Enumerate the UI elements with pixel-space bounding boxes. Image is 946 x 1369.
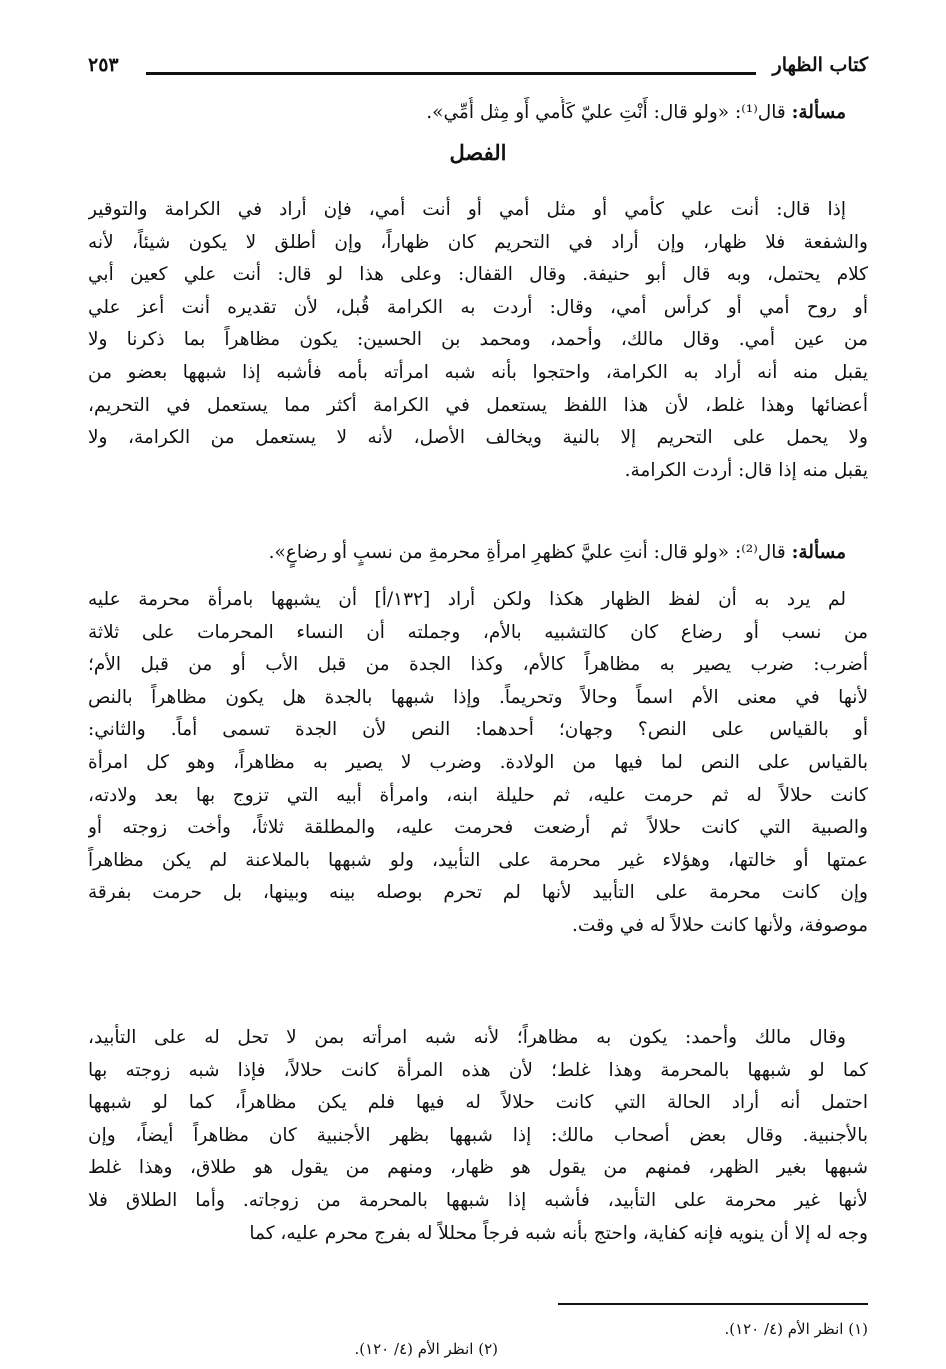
masala-1 [88,97,868,130]
text-line: لأنها في معنى الأم اسماً وحالاً وتحريماً. وإذا شبهها بالجدة هل يكون مظاهراً بالنص [88,686,868,708]
masala-text: قال⁽²⁾: «ولو قال: أنتِ عليَّ كظهرِ امرأةِ محرمةِ من نسبٍ أو رضاعٍ». [268,542,792,563]
text-line: كانت حلالاً له ثم حرمت عليه، ثم حليلة ابنه، وامرأة أبيه التي تزوج بها بعد ولادته، [88,784,868,806]
masala-label: مسألة: [791,542,846,563]
text-line: وقال مالك وأحمد: يكون به مظاهراً؛ لأنه شبه امرأته بمن لا تحل له على التأبيد، [88,1027,846,1048]
text-line: كما لو شبهها بالمحرمة وهذا غلط؛ لأن هذه المرأة كانت حلالاً، فإذا شبه زوجته بها [88,1059,868,1081]
running-title: كتاب الظهار [772,54,868,76]
page-number: ٢٥٣ [88,54,119,76]
text-line: يقبل منه أنه أراد به الكرامة، واحتجوا بأنه شبه امرأته بأمه فأشبه إذا شبهها بعضو من [88,361,868,383]
masala-1-line [88,97,868,130]
text-line: شبهها بغير الظهر، فمنهم من يقول هو ظهار، ومنهم من يقول هو طلاق، وهذا غلط [88,1157,868,1179]
paragraph-1 [88,194,868,487]
paragraph-2 [88,584,868,943]
text-line: ولا يحمل على التحريم إلا بالنية ويخالف الأصل، لأنه لا يستعمل من الكرامة، ولا [88,427,868,449]
text-line: أعضائها وهذا غلط، لأن هذا اللفظ يستعمل في الكرامة أكثر مما يستعمل في التحريم، [88,394,868,416]
paragraph-3 [88,1022,868,1250]
header-rule [146,72,756,75]
text-line: من نسب أو رضاع كان كالتشبيه بالأم، وجملته أن النساء المحرمات على ثلاثة [88,621,868,643]
text-line: كلام يحتمل، وبه قال أبو حنيفة. وقال القفال: وعلى هذا لو قال: أنت علي كعين أبي [88,264,868,286]
section-heading: الفصل [449,140,507,165]
masala-2 [88,537,868,570]
masala-text: قال⁽¹⁾: «ولو قال: أَنْتِ عليّ كَأُمي أَو مِثل أُمِّي». [426,102,792,123]
text-line: لم يرد به أن لفظ الظهار هكذا ولكن أراد [١٣٢/أ] أن يشبهها بامرأة محرمة عليه [88,589,846,610]
text-line: بالقياس على النص لما فيها من الولادة. وضرب لا يصير به مظاهراً، وهو كل امرأة [88,751,868,773]
footnote-2: (٢) انظر الأم (٤/ ١٢٠). [354,1340,498,1358]
text-line: احتمل أنه أراد الحالة التي كانت حلالاً له فيها فلم يكن مظاهراً، كما لو شبهها [88,1092,868,1114]
masala-label: مسألة: [791,102,846,123]
text-line: لأنها غير محرمة على التأبيد، فأشبه إذا شبهها بالمحرمة من زوجاته. وأما الطلاق فلا [88,1189,868,1211]
text-line: يقبل منه إذا قال: أردت الكرامة. [624,459,868,481]
footnote-rule [558,1303,868,1305]
text-line: إذا قال: أنت علي كأمي أو مثل أمي أو أنت أمي، فإن أراد في الكرامة والتوقير [88,199,846,220]
text-line: أضرب: ضرب يصير به مظاهراً كالأم، وكذا الجدة من قبل الأب أو من قبل الأم؛ [88,654,868,676]
page-header [88,50,868,86]
text-line: من عين أمي. وقال مالك، وأحمد، ومحمد بن الحسين: يكون مظاهراً بما ذكرنا ولا [88,329,868,351]
text-line: بالأجنبية. وقال بعض أصحاب مالك: إذا شبهها بظهر الأجنبية كان مظاهراً أيضاً، وإن [88,1124,868,1146]
footnote-1: (١) انظر الأم (٤/ ١٢٠). [724,1320,868,1338]
text-line: أو روح أمي أو كرأس أمي، وقال: أردت به الكرامة قُبل، لأن تقديره أنت أعز علي [88,296,868,318]
text-line: وجه له إلا أن ينويه فإنه كفاية، واحتج بأنه شبه فرجاً محللاً له بفرج محرم عليه، كما [249,1222,868,1244]
text-line: موصوفة، ولأنها كانت حلالاً له في وقت. [572,914,868,936]
masala-2-line [88,537,868,570]
text-line: وإن كانت محرمة على التأبيد لأنها لم تحرم بوصله بينه وبينها، بل حرمت بفرقة [88,882,868,904]
text-line: عمتها أو خالتها، وهؤلاء غير محرمة على التأبيد، ولو شبهها بالملاعنة لم يكن مظاهراً [88,849,868,871]
text-line: والشفعة فلا ظهار، وإن أراد في التحريم كان ظهاراً، وإن أطلق لا يكون شيئاً، لأنه [88,231,868,253]
text-line: والصبية التي كانت حلالاً ثم أرضعت فحرمت عليه، والمطلقة ثلاثاً، وأخت زوجته أو [88,817,868,839]
text-line: أو بالقياس على النص؟ وجهان؛ أحدهما: النص لأن الجدة تسمى أماً. والثاني: [88,719,868,741]
